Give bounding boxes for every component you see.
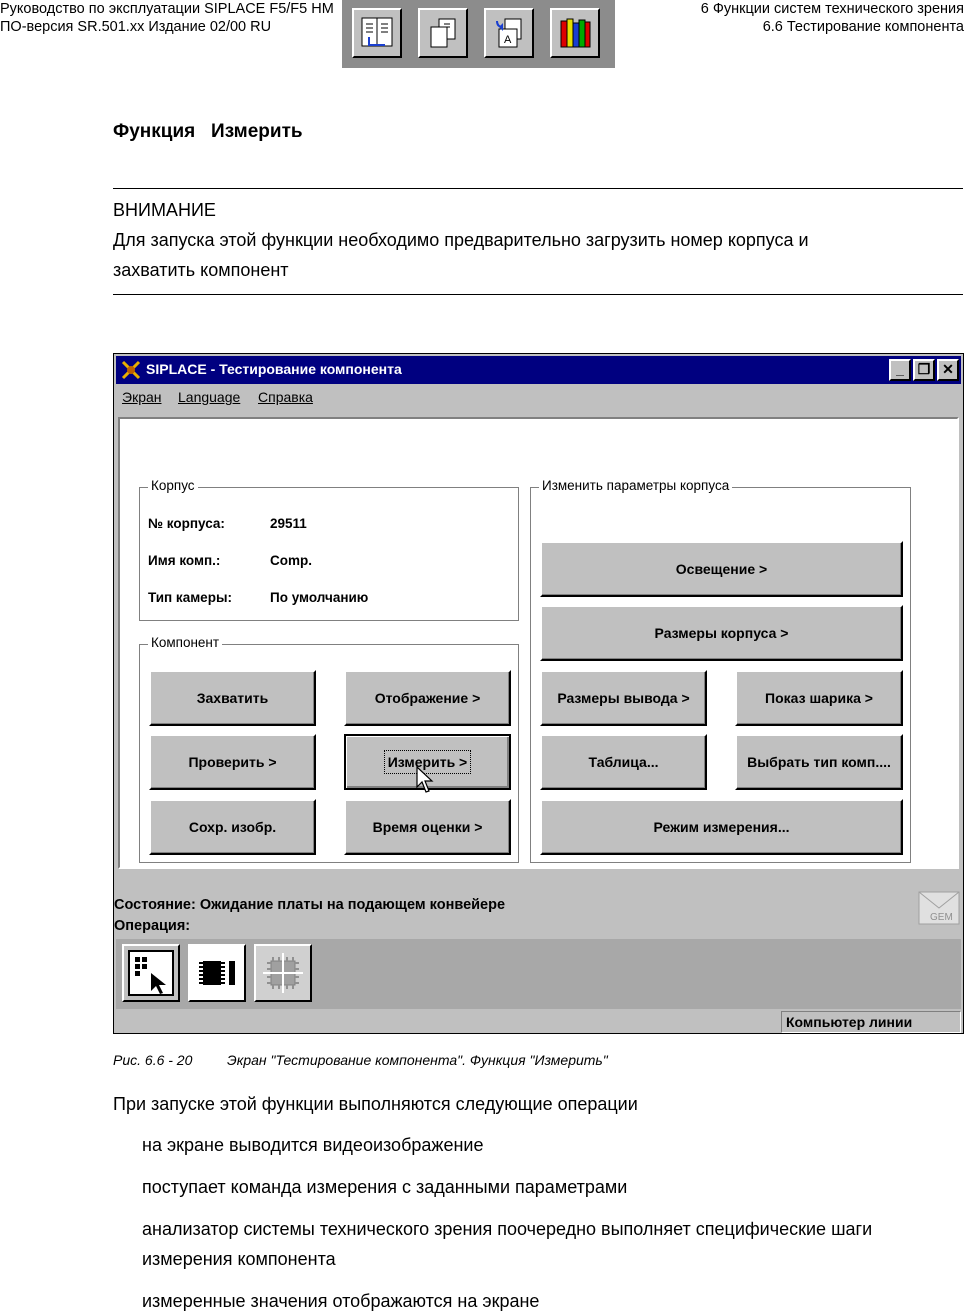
select-pointer-icon: [127, 949, 175, 997]
gem-label: GEM: [930, 912, 953, 923]
contents-icon-button[interactable]: [352, 8, 402, 58]
app-window: [113, 353, 964, 1034]
window-title: SIPLACE - Тестирование компонента: [146, 361, 402, 377]
notice-rule-bottom: [113, 294, 963, 295]
app-logo-icon: [121, 360, 141, 380]
books-icon-button[interactable]: [550, 8, 600, 58]
camera-type-label: Тип камеры:: [148, 590, 232, 605]
component-name-label: Имя комп.:: [148, 553, 221, 568]
params-group-label: Изменить параметры корпуса: [539, 478, 732, 493]
line-computer-status: Компьютер линии: [781, 1011, 961, 1033]
evaluation-time-button-label: Время оценки >: [372, 819, 483, 835]
header-left-line1: Руководство по эксплуатации SIPLACE F5/F5 HM: [0, 1, 334, 17]
body-item-2: поступает команда измерения с заданными параметрами: [142, 1177, 628, 1197]
package-size-button-label: Размеры корпуса >: [654, 625, 789, 641]
restore-button[interactable]: ❐: [913, 359, 935, 381]
korpus-group-label: Корпус: [148, 478, 198, 493]
contents-icon: [359, 15, 395, 51]
display-button-label: Отображение >: [374, 690, 481, 706]
select-type-button-label: Выбрать тип комп....: [747, 754, 891, 770]
component-name-value: Comp.: [270, 553, 312, 568]
figure-caption: Экран "Тестирование компонента". Функция "Измерить": [227, 1052, 608, 1068]
component-group-label: Компонент: [148, 635, 222, 650]
korpus-group: [139, 478, 519, 621]
menu-item-language[interactable]: Language: [178, 389, 241, 405]
chip-icon: [193, 949, 241, 997]
select-type-button[interactable]: [735, 734, 903, 790]
close-button[interactable]: ✕: [937, 359, 959, 381]
operation-line: Операция:: [114, 918, 191, 934]
grab-button-label: Захватить: [196, 690, 269, 706]
section-title: Функция Измерить: [113, 121, 303, 142]
mouse-pointer-icon: [416, 766, 434, 794]
select-op-button[interactable]: [122, 944, 180, 1002]
header-right-line1: 6 Функции систем технического зрения: [700, 1, 964, 17]
body-item-1: на экране выводится видеоизображение: [142, 1135, 484, 1155]
header-right-line2: 6.6 Тестирование компонента: [762, 19, 964, 35]
back-page-icon: [491, 15, 527, 51]
lighting-button[interactable]: [540, 541, 903, 597]
save-image-button-label: Сохр. изобр.: [188, 819, 277, 835]
measure-mode-button-label: Режим измерения...: [653, 819, 790, 835]
books-icon: [557, 15, 593, 51]
grab-button[interactable]: [149, 670, 316, 726]
figure-number: Рис. 6.6 - 20: [113, 1052, 193, 1068]
body-item-3-cont: измерения компонента: [142, 1249, 336, 1269]
header-left-line2: ПО-версия SR.501.xx Издание 02/00 RU: [0, 19, 272, 35]
check-button-label: Проверить >: [188, 754, 277, 770]
body-item-3: анализатор системы технического зрения поочередно выполняет специфические шаги: [142, 1219, 873, 1239]
lead-size-button[interactable]: [540, 670, 707, 726]
pages-icon-button[interactable]: [418, 8, 468, 58]
back-page-icon-button[interactable]: [484, 8, 534, 58]
notice-line-2: захватить компонент: [113, 260, 289, 280]
package-number-label: № корпуса:: [148, 516, 225, 531]
status-line: Состояние: Ожидание платы на подающем конвейере: [114, 897, 506, 913]
pages-icon: [425, 15, 461, 51]
window-status-bar: [116, 1011, 961, 1033]
package-number-value: 29511: [270, 516, 307, 531]
menu-item-screen[interactable]: Экран: [122, 389, 162, 405]
ball-display-button-label: Показ шарика >: [765, 690, 873, 706]
minimize-button[interactable]: _: [889, 359, 911, 381]
measure-mode-button[interactable]: [540, 799, 903, 855]
camera-type-value: По умолчанию: [270, 590, 369, 605]
body-item-4: измеренные значения отображаются на экране: [142, 1291, 540, 1311]
menu-item-help[interactable]: Справка: [258, 389, 313, 405]
notice-heading: ВНИМАНИЕ: [113, 200, 216, 220]
measure-button-label: Измерить >: [387, 754, 468, 770]
table-button-label: Таблица...: [588, 754, 659, 770]
chip-op-button[interactable]: [188, 944, 246, 1002]
display-button[interactable]: [344, 670, 511, 726]
component-grid-icon: [259, 949, 307, 997]
evaluation-time-button[interactable]: [344, 799, 511, 855]
title-bar: [116, 356, 961, 384]
table-button[interactable]: [540, 734, 707, 790]
check-button[interactable]: [149, 734, 316, 790]
nav-toolbar: [342, 0, 615, 68]
main-panel: [118, 417, 959, 869]
save-image-button[interactable]: [149, 799, 316, 855]
notice-line-1: Для запуска этой функции необходимо предварительно загрузить номер корпуса и: [113, 230, 809, 250]
body-intro: При запуске этой функции выполняются следующие операции: [113, 1094, 638, 1114]
menu-bar: [116, 384, 961, 410]
package-size-button[interactable]: [540, 605, 903, 661]
lead-size-button-label: Размеры вывода >: [557, 690, 690, 706]
grid-op-button[interactable]: [254, 944, 312, 1002]
gem-mail-icon: [917, 886, 961, 926]
lighting-button-label: Освещение >: [675, 561, 768, 577]
ball-display-button[interactable]: [735, 670, 903, 726]
svg-text:A: A: [504, 34, 512, 46]
operation-bar: [116, 939, 961, 1009]
notice-rule-top: [113, 188, 963, 189]
